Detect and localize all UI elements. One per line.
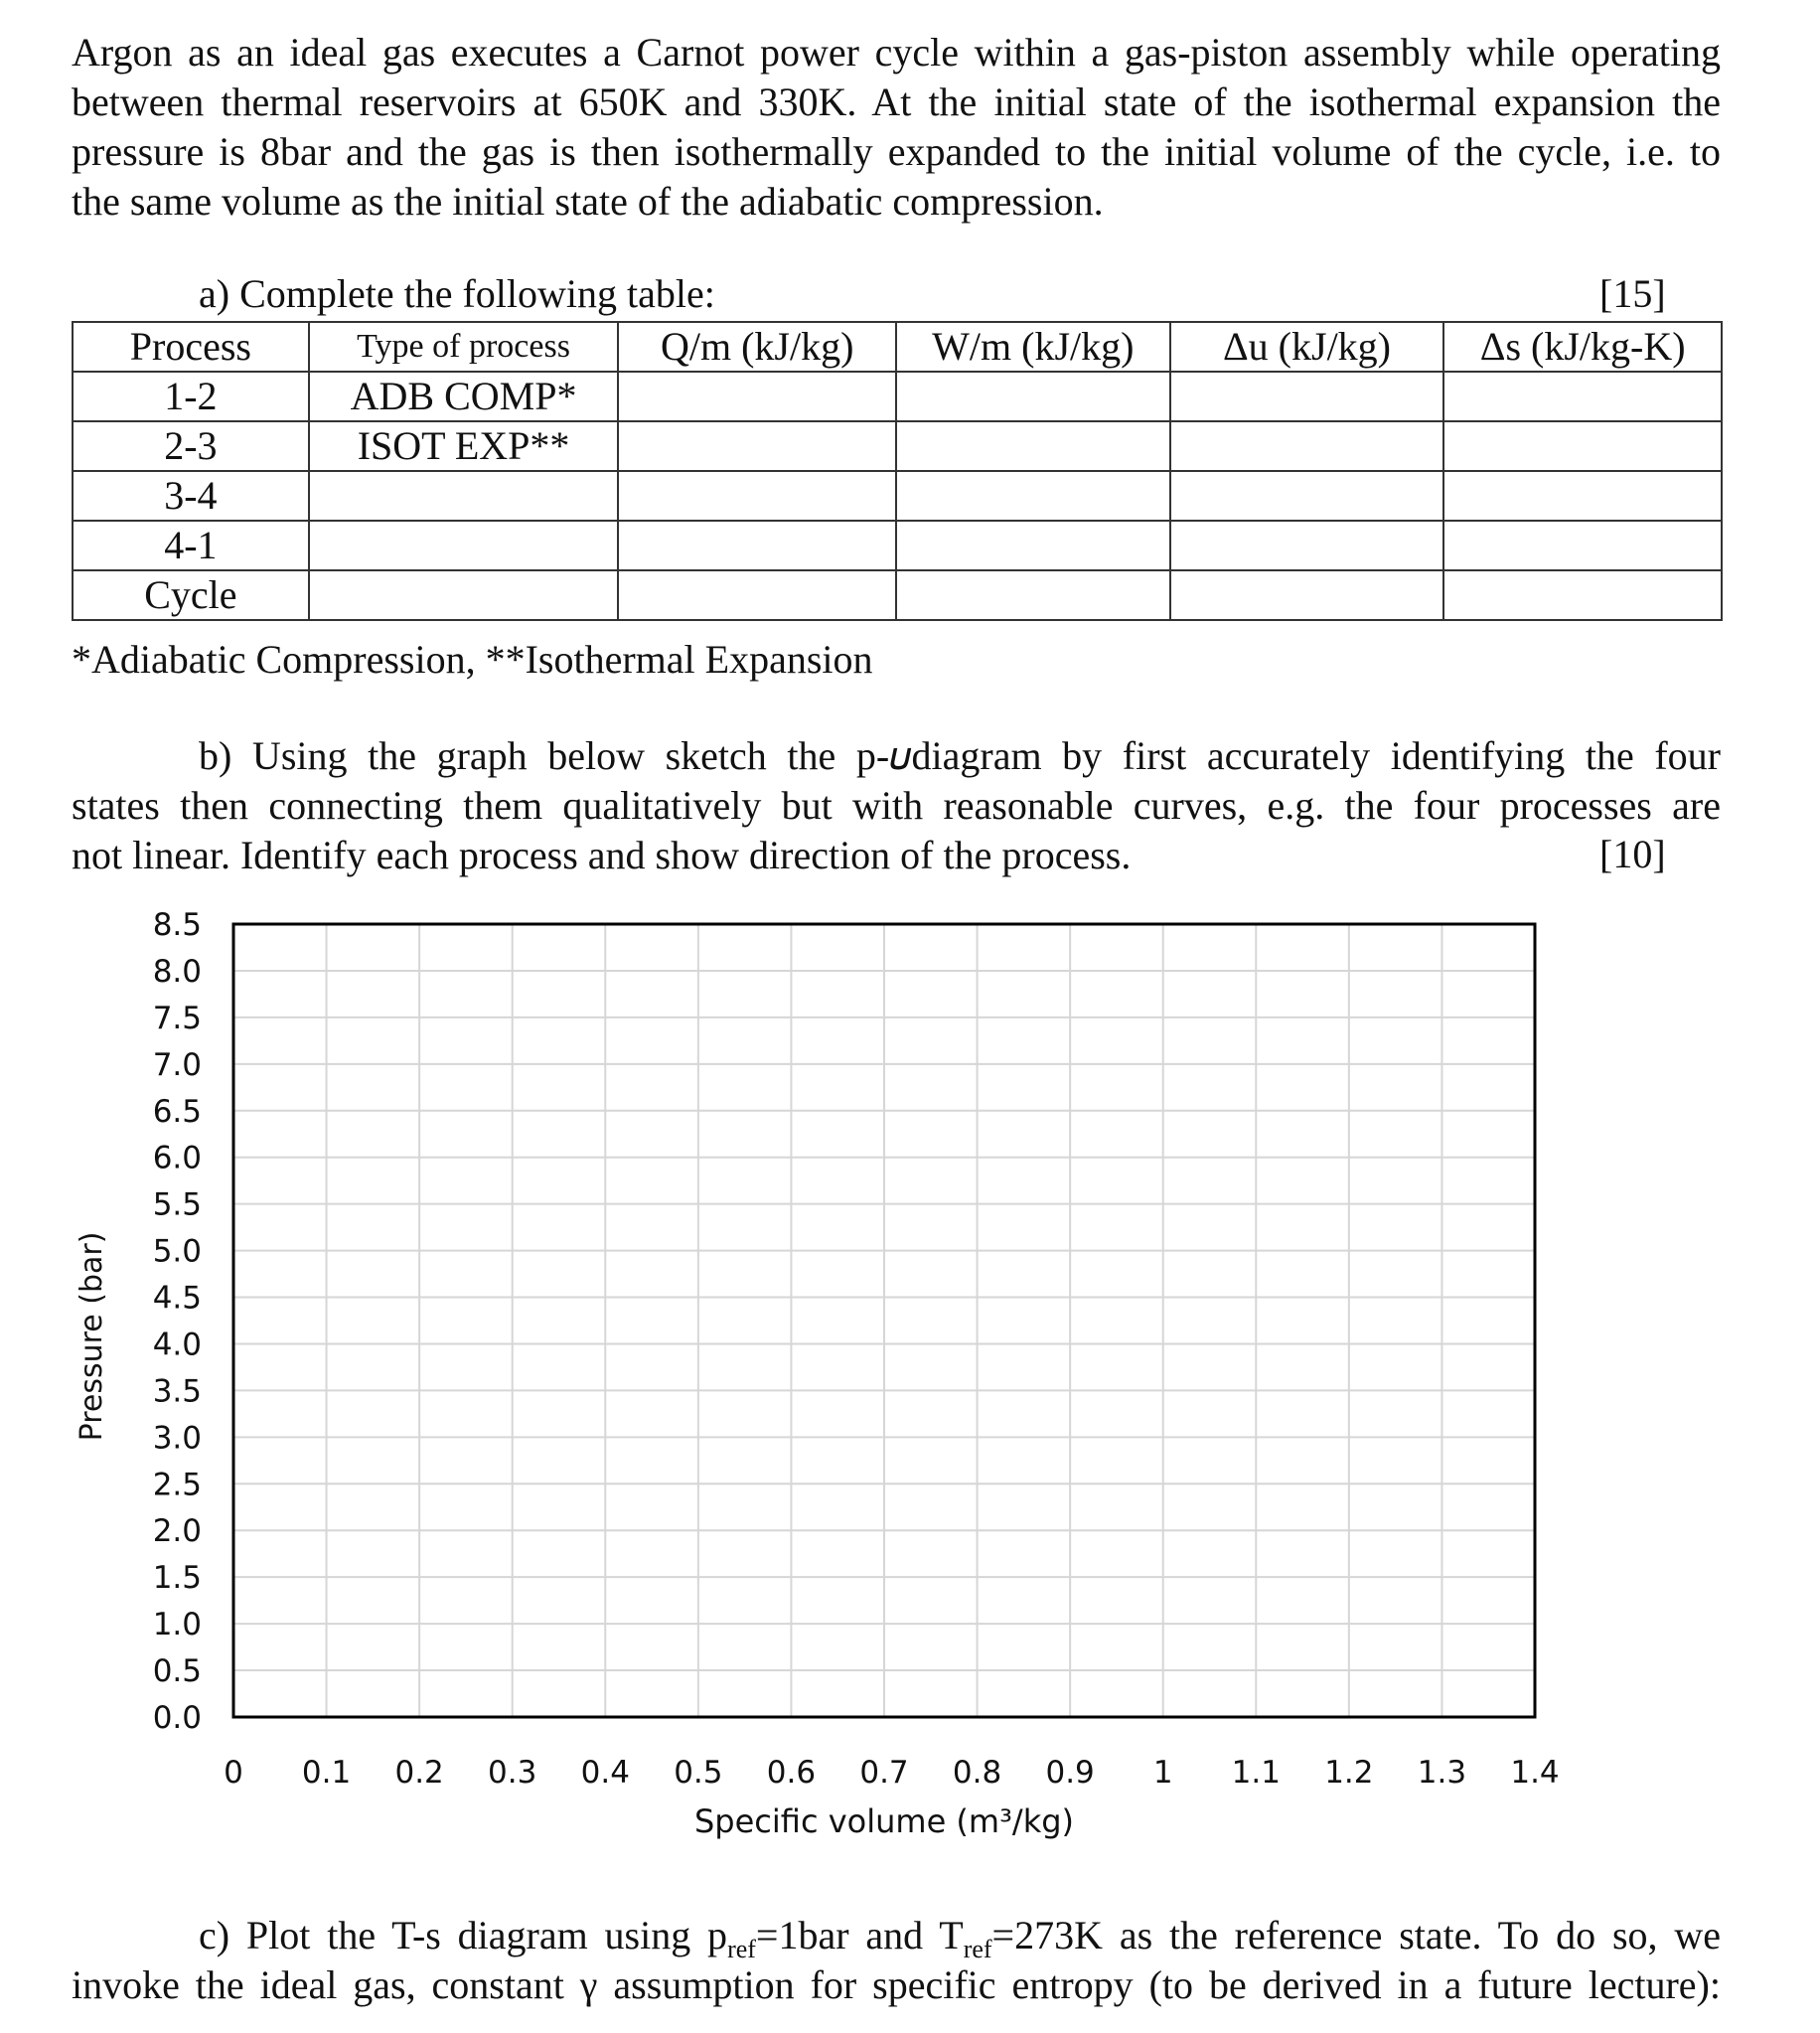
q-cell[interactable] [618, 570, 896, 620]
pref-subscript: ref [727, 1935, 756, 1963]
y-tick-label: 0.5 [152, 1653, 202, 1690]
table-row [73, 471, 1722, 521]
du-cell[interactable] [1170, 372, 1444, 421]
process-cell: 1-2 [73, 372, 309, 421]
type-cell[interactable] [309, 471, 619, 521]
y-tick-label: 8.0 [152, 953, 202, 990]
du-cell[interactable] [1170, 570, 1444, 620]
part-c-text-post: =273K as the reference state. To do so, we [991, 1913, 1721, 1957]
header-type: Type of process [309, 322, 619, 372]
y-tick-label: 1.5 [152, 1560, 202, 1597]
du-cell[interactable] [1170, 471, 1444, 521]
q-cell[interactable] [618, 421, 896, 471]
process-cell: Cycle [73, 570, 309, 620]
x-tick-label: 0.5 [674, 1755, 723, 1791]
x-tick-label: 1 [1152, 1755, 1173, 1791]
type-cell: ISOT EXP** [309, 421, 619, 471]
ds-cell[interactable] [1443, 521, 1722, 570]
ds-cell[interactable] [1443, 421, 1722, 471]
w-cell[interactable] [896, 421, 1170, 471]
y-tick-label: 3.5 [152, 1373, 202, 1410]
x-tick-label: 0.1 [301, 1755, 352, 1791]
du-cell[interactable] [1170, 421, 1444, 471]
intro-line-4: the same volume as the initial state of the adiabatic compression. [72, 179, 1104, 224]
process-cell: 4-1 [73, 521, 309, 570]
x-tick-label: 0.4 [580, 1755, 630, 1791]
part-c-text [72, 1911, 1721, 2010]
problem-statement [72, 28, 1721, 227]
intro-line-1: Argon as an ideal gas executes a Carnot power cycle within a gas-piston assembly while operating [72, 30, 1721, 75]
header-ds: Δs (kJ/kg-K) [1443, 322, 1722, 372]
table-row [73, 421, 1722, 471]
type-cell: ADB COMP* [309, 372, 619, 421]
part-b-line-1: b) Using the graph below sketch the p-𝜐diagram by first accurately identifying the four [199, 733, 1721, 778]
part-b-marks: [10] [1599, 832, 1666, 876]
x-tick-label: 0.7 [859, 1755, 909, 1791]
table-row [73, 521, 1722, 570]
process-table [72, 321, 1723, 621]
pv-diagram-chart[interactable] [70, 899, 1590, 1853]
part-b-line-2: states then connecting them qualitatively but with reasonable curves, e.g. the four processes are [72, 783, 1721, 828]
x-tick-label: 1.4 [1510, 1755, 1560, 1791]
y-tick-label: 6.5 [152, 1093, 202, 1130]
intro-line-2: between thermal reservoirs at 650K and 330K. At the initial state of the isothermal expansion the [72, 79, 1721, 124]
x-tick-label: 0 [224, 1755, 243, 1791]
y-tick-label: 4.5 [152, 1280, 202, 1317]
y-tick-label: 5.0 [152, 1233, 202, 1270]
part-b-text [72, 731, 1721, 880]
w-cell[interactable] [896, 521, 1170, 570]
x-tick-label: 0.3 [488, 1755, 537, 1791]
y-tick-label: 2.5 [152, 1467, 202, 1503]
y-tick-label: 1.0 [152, 1607, 202, 1643]
part-c-line-2: invoke the ideal gas, constant γ assumption for specific entropy (to be derived in a future lecture): [72, 1962, 1721, 2007]
x-tick-label: 1.2 [1324, 1755, 1374, 1791]
du-cell[interactable] [1170, 521, 1444, 570]
type-cell[interactable] [309, 570, 619, 620]
part-c-text-pre: c) Plot the T-s diagram using p [199, 1913, 728, 1957]
table-row [73, 570, 1722, 620]
x-tick-label: 0.9 [1045, 1755, 1095, 1791]
ds-cell[interactable] [1443, 372, 1722, 421]
ds-cell[interactable] [1443, 471, 1722, 521]
q-cell[interactable] [618, 372, 896, 421]
part-a-marks: [15] [1599, 271, 1666, 316]
intro-line-3: pressure is 8bar and the gas is then isothermally expanded to the initial volume of the cycle, i.e. to [72, 129, 1721, 174]
y-tick-label: 4.0 [152, 1327, 202, 1363]
y-axis-label: Pressure (bar) [75, 1231, 109, 1442]
w-cell[interactable] [896, 471, 1170, 521]
table-header-row [73, 322, 1722, 372]
q-cell[interactable] [618, 471, 896, 521]
x-tick-label: 0.6 [766, 1755, 817, 1791]
part-a-label: a) Complete the following table: [199, 271, 715, 316]
y-tick-label: 7.5 [152, 1000, 202, 1036]
q-cell[interactable] [618, 521, 896, 570]
y-tick-label: 0.0 [152, 1700, 202, 1736]
table-row [73, 372, 1722, 421]
w-cell[interactable] [896, 570, 1170, 620]
x-axis-label: Specific volume (m³/kg) [693, 1802, 1075, 1840]
process-cell: 2-3 [73, 421, 309, 471]
type-cell[interactable] [309, 521, 619, 570]
tref-subscript: ref [963, 1935, 992, 1963]
x-tick-label: 0.8 [952, 1755, 1002, 1791]
x-tick-label: 1.1 [1231, 1755, 1281, 1791]
x-tick-label: 1.3 [1417, 1755, 1467, 1791]
header-q: Q/m (kJ/kg) [618, 322, 896, 372]
y-tick-label: 6.0 [152, 1140, 202, 1176]
process-cell: 3-4 [73, 471, 309, 521]
part-c-text-mid: =1bar and T [755, 1913, 964, 1957]
y-tick-label: 5.5 [152, 1186, 202, 1223]
y-tick-label: 2.0 [152, 1513, 202, 1550]
part-c-line-1 [72, 1911, 1721, 1963]
y-tick-label: 8.5 [152, 907, 202, 943]
y-tick-label: 3.0 [152, 1420, 202, 1457]
header-du: Δu (kJ/kg) [1170, 322, 1444, 372]
header-w: W/m (kJ/kg) [896, 322, 1170, 372]
table-footnote: *Adiabatic Compression, **Isothermal Expansion [72, 637, 873, 682]
x-tick-label: 0.2 [394, 1755, 444, 1791]
header-process: Process [73, 322, 309, 372]
w-cell[interactable] [896, 372, 1170, 421]
ds-cell[interactable] [1443, 570, 1722, 620]
y-tick-label: 7.0 [152, 1046, 202, 1083]
part-b-line-3: not linear. Identify each process and show direction of the process. [72, 833, 1132, 877]
